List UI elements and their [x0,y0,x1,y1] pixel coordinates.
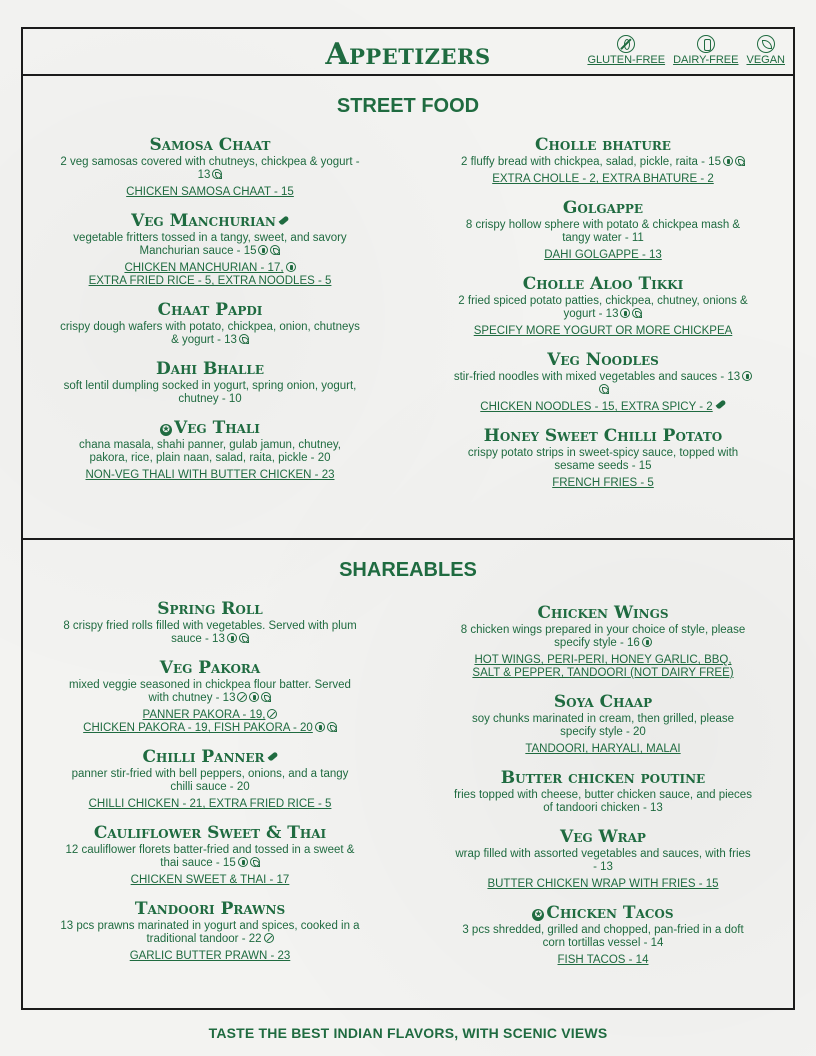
item-desc: wrap filled with assorted vegetables and sauces, with fries - 13 [455,848,751,873]
item-name: Butter chicken poutine [500,768,706,788]
item-desc: 8 chicken wings prepared in your choice of style, please specify style - 16 [460,624,746,649]
item-name: Cauliflower Sweet & Thai [93,823,327,843]
dairy-free-icon [723,156,733,166]
legend-label: DAIRY-FREE [673,54,739,66]
section-title-street-food: STREET FOOD [336,95,480,117]
item-desc: soft lentil dumpling socked in yogurt, spring onion, yogurt, chutney - 10 [63,380,357,405]
item-desc: crispy dough wafers with potato, chickpea, onion, chutneys & yogurt - 13 [60,321,360,346]
item-desc: 8 crispy fried rolls filled with vegetables. Served with plum sauce - 13 [63,620,357,645]
item-name: Veg Wrap [560,827,646,847]
street-food-left-column [60,135,360,482]
gluten-free-icon [617,35,635,53]
item-desc: vegetable fritters tossed in a tangy, sweet, and savory Manchurian sauce - 15 [73,232,347,257]
item-name: Dahi Bhalle [156,359,264,379]
item-name: Cholle bhature [535,135,671,155]
item-extra: FISH TACOS - 14 [557,954,649,966]
dairy-free-icon [620,308,630,318]
item-desc: 3 pcs shredded, grilled and chopped, pan-fried in a doft corn tortillas vessel - 14 [462,924,744,949]
item-name: ✪ Chicken Tacos [453,903,753,923]
menu-item [60,418,360,482]
item-name: Samosa Chaat [149,135,271,155]
item-name: ✪ Veg Thali [60,418,360,438]
item-name: Chaat Papdi [157,300,263,320]
item-desc: panner stir-fried with bell peppers, onions, and a tangy chilli sauce - 20 [71,768,349,793]
item-extra: CHICKEN SAMOSA CHAAT - 15 [126,186,294,198]
item-name: Cholle Aloo Tikki [522,274,684,294]
shareables-right-column [453,603,753,967]
menu-item [453,350,753,414]
vegan-icon [599,384,609,394]
spicy-icon [278,215,289,225]
dairy-free-icon [697,35,715,53]
vegan-icon [632,308,642,318]
street-food-right-column [453,135,753,490]
item-desc: crispy potato strips in sweet-spicy sauce, topped with sesame seeds - 15 [467,447,739,472]
item-name: Soya Chaap [553,692,653,712]
item-desc: 8 crispy hollow sphere with potato & chickpea mash & tangy water - 11 [465,219,741,244]
item-extra: EXTRA FRIED RICE - 5, EXTRA NOODLES - 5 [88,275,332,287]
dairy-free-icon [642,637,652,647]
menu-item [60,658,360,735]
item-extra: DAHI GOLGAPPE - 13 [544,249,662,261]
item-extra: CHILLI CHICKEN - 21, EXTRA FRIED RICE - 5 [88,798,332,810]
vegan-icon [250,857,260,867]
item-desc: soy chunks marinated in cream, then grilled, please specify style - 20 [471,713,735,738]
item-extra: EXTRA CHOLLE - 2, EXTRA BHATURE - 2 [492,173,714,185]
item-extra: CHICKEN SWEET & THAI - 17 [130,874,290,886]
chef-special-icon: ✪ [160,424,172,436]
legend-label: VEGAN [746,54,785,66]
item-desc: stir-fried noodles with mixed vegetables and sauces - 13 [453,371,753,397]
menu-item [60,823,360,887]
item-name: Veg Manchurian [60,211,360,231]
item-desc: fries topped with cheese, butter chicken sauce, and pieces of tandoori chicken - 13 [454,789,752,814]
menu-item [453,135,753,186]
vegan-icon [735,156,745,166]
item-desc: mixed veggie seasoned in chickpea flour batter. Served with chutney - 13 [69,679,351,704]
item-extra: CHICKEN NOODLES - 15, EXTRA SPICY - 2 [453,401,753,414]
menu-item [453,426,753,490]
menu-item [453,903,753,967]
menu-item [453,274,753,338]
item-extra: NON-VEG THALI WITH BUTTER CHICKEN - 23 [85,469,335,481]
legend-dairy-free [673,35,738,66]
gluten-free-icon [267,709,277,719]
menu-item [60,899,360,963]
menu-item [60,747,360,811]
item-extra: PANNER PAKORA - 19, [60,709,360,722]
vegan-icon [757,35,775,53]
legend-vegan [746,35,785,66]
item-desc: 13 pcs prawns marinated in yogurt and spices, cooked in a traditional tandoor - 22 [60,920,360,945]
dairy-free-icon [258,245,268,255]
section-title-shareables: SHAREABLES [339,559,477,581]
dairy-free-icon [227,633,237,643]
vegan-icon [270,245,280,255]
chef-special-icon: ✪ [532,909,544,921]
gluten-free-icon [264,933,274,943]
item-name: Veg Noodles [547,350,659,370]
item-desc: 2 fluffy bread with chickpea, salad, pickle, raita - 15 [453,156,753,169]
item-extra: BUTTER CHICKEN WRAP WITH FRIES - 15 [487,878,719,890]
vegan-icon [261,692,271,702]
item-name: Golgappe [562,198,644,218]
gluten-free-icon [237,692,247,702]
menu-item [60,599,360,646]
item-desc: 2 veg samosas covered with chutneys, chickpea & yogurt - 13 [60,156,360,181]
vegan-icon [239,334,249,344]
menu-item [453,827,753,891]
item-extra: TANDOORI, HARYALI, MALAI [525,743,681,755]
legend-gluten-free [587,35,665,66]
dairy-free-icon [238,857,248,867]
item-extra: CHICKEN MANCHURIAN - 17, [60,262,360,275]
item-extra: SALT & PEPPER, TANDOORI (NOT DAIRY FREE) [472,667,734,679]
item-name: Chicken Wings [537,603,669,623]
item-name: Spring Roll [157,599,263,619]
footer-tagline: TASTE THE BEST INDIAN FLAVORS, WITH SCENIC VIEWS [208,1025,608,1041]
menu-item [60,300,360,347]
divider [23,538,793,540]
item-name: Veg Pakora [159,658,261,678]
dairy-free-icon [315,722,325,732]
menu-item [60,211,360,288]
legend-label: GLUTEN-FREE [587,54,666,66]
menu-item [60,135,360,199]
item-extra: CHICKEN PAKORA - 19, FISH PAKORA - 20 [60,722,360,735]
menu-item [453,768,753,815]
vegan-icon [239,633,249,643]
page-title: Appetizers [325,37,491,72]
item-desc: chana masala, shahi panner, gulab jamun, chutney, pakora, rice, plain naan, salad, raita, pickle - 20 [79,439,341,464]
dairy-free-icon [742,371,752,381]
menu-item [60,359,360,406]
menu-item [453,198,753,262]
menu-item [453,603,753,680]
item-name: Honey Sweet Chilli Potato [483,426,723,446]
vegan-icon [327,722,337,732]
spicy-icon [715,399,726,409]
vegan-icon [212,169,222,179]
item-desc: 12 cauliflower florets batter-fried and tossed in a sweet & thai sauce - 15 [65,844,355,869]
spicy-icon [267,751,278,761]
item-desc: 2 fried spiced potato patties, chickpea, chutney, onions & yogurt - 13 [458,295,748,320]
menu-item [453,692,753,756]
item-extra: FRENCH FRIES - 5 [552,477,654,489]
menu-frame [21,27,795,1010]
item-name: Chilli Panner [60,747,360,767]
item-extra: SPECIFY MORE YOGURT OR MORE CHICKPEA [473,325,733,337]
shareables-left-column [60,599,360,963]
item-name: Tandoori Prawns [134,899,286,919]
dairy-free-icon [286,262,296,272]
dairy-free-icon [249,692,259,702]
divider [23,74,793,76]
item-extra: GARLIC BUTTER PRAWN - 23 [129,950,291,962]
item-extra: HOT WINGS, PERI-PERI, HONEY GARLIC, BBQ, [474,654,732,666]
diet-legend [587,35,785,66]
